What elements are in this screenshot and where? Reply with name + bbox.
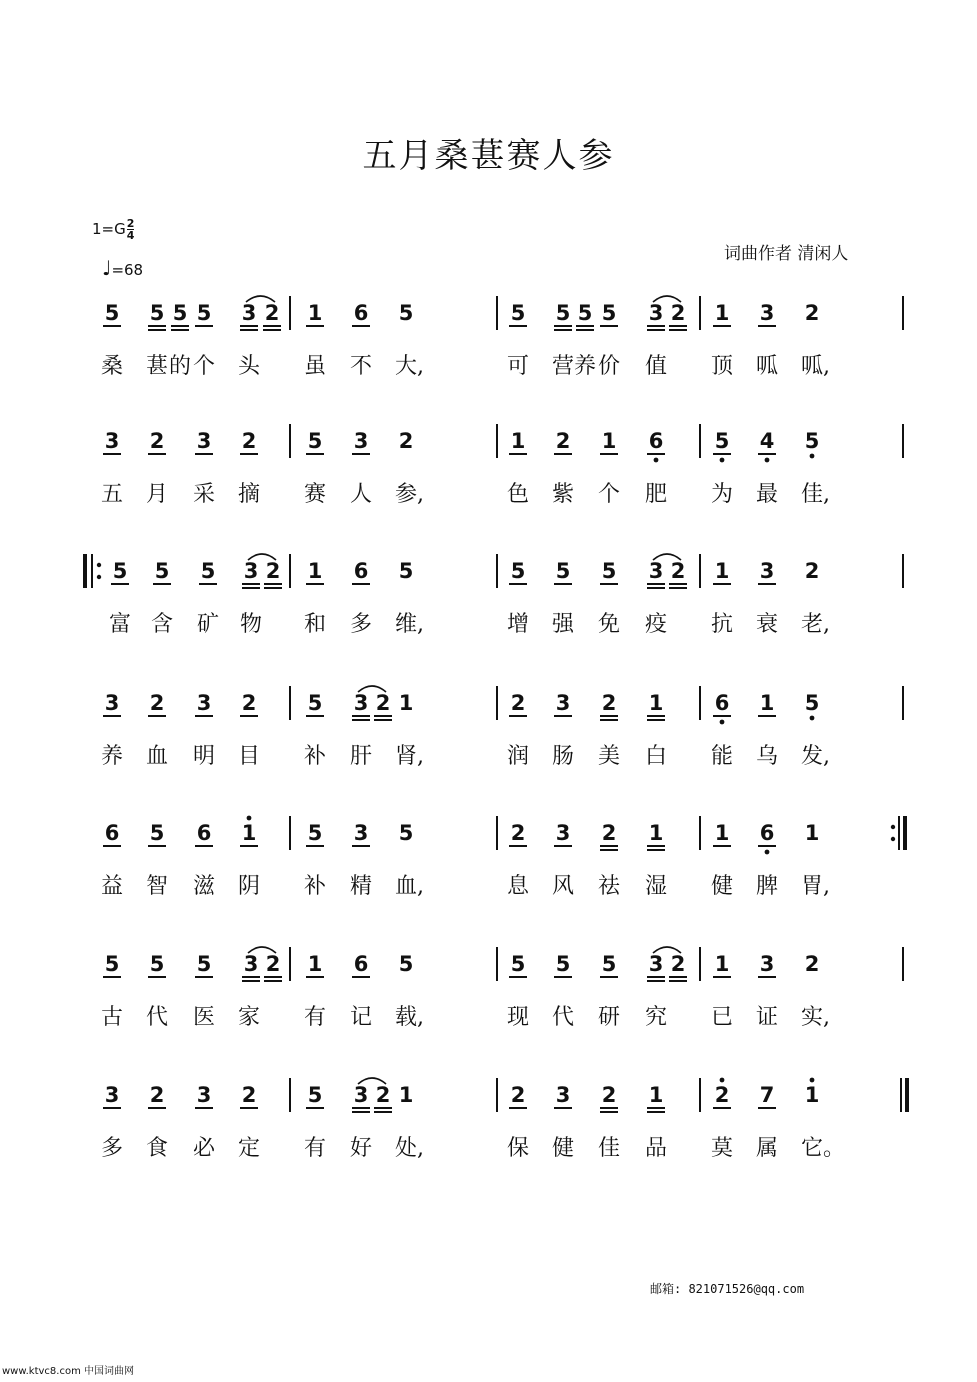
note-digit: 1 xyxy=(804,821,820,845)
note-digit: 1 xyxy=(307,952,323,976)
octave-dot-below xyxy=(810,454,815,459)
note-digit: 5 xyxy=(112,559,128,583)
note-digit: 5 xyxy=(172,301,188,325)
lyric-char: 矿 xyxy=(197,612,220,637)
lyric-char: 血, xyxy=(395,874,424,899)
lyric-char: 有 xyxy=(304,1005,327,1030)
lyric-char: 桑 xyxy=(101,354,124,379)
lyric-char: 疫 xyxy=(645,612,668,637)
note-digit: 1 xyxy=(714,559,730,583)
lyric-char: 补 xyxy=(304,874,327,899)
lyric-char: 呱 xyxy=(756,354,779,379)
lyric-char: 食 xyxy=(146,1136,169,1161)
note-digit: 5 xyxy=(149,952,165,976)
lyric-char: 古 xyxy=(101,1005,124,1030)
note-digit: 2 xyxy=(241,691,257,715)
note-digit: 1 xyxy=(759,691,775,715)
note-digit: 5 xyxy=(154,559,170,583)
note-digit: 2 xyxy=(670,301,686,325)
note-digit: 5 xyxy=(398,559,414,583)
key-text: 1=G xyxy=(92,220,126,238)
lyric-char: 实, xyxy=(801,1005,830,1030)
time-numerator: 2 xyxy=(126,217,135,230)
note-digit: 2 xyxy=(510,821,526,845)
lyric-char: 含 xyxy=(151,612,174,637)
note-digit: 2 xyxy=(149,1083,165,1107)
lyric-char: 个 xyxy=(193,354,216,379)
note-digit: 5 xyxy=(601,301,617,325)
lyric-char: 免 xyxy=(598,612,621,637)
note-digit: 3 xyxy=(104,429,120,453)
lyric-char: 多 xyxy=(101,1136,124,1161)
note-digit: 6 xyxy=(353,301,369,325)
note-digit: 2 xyxy=(510,691,526,715)
note-digit: 3 xyxy=(196,1083,212,1107)
lyric-char: 智 xyxy=(146,874,169,899)
lyric-char: 肥 xyxy=(645,482,668,507)
note-digit: 1 xyxy=(510,429,526,453)
note-digit: 3 xyxy=(648,559,664,583)
note-digit: 5 xyxy=(307,429,323,453)
lyric-char: 富 xyxy=(109,612,132,637)
lyric-char: 必 xyxy=(193,1136,216,1161)
note-digit: 1 xyxy=(804,1083,820,1107)
lyric-char: 肾, xyxy=(395,744,424,769)
note-digit: 1 xyxy=(714,821,730,845)
composer-credit: 词曲作者 清闲人 xyxy=(724,244,849,264)
note-digit: 3 xyxy=(353,1083,369,1107)
lyric-char: 滋 xyxy=(193,874,216,899)
note-digit: 3 xyxy=(196,429,212,453)
note-digit: 5 xyxy=(510,952,526,976)
note-digit: 2 xyxy=(670,559,686,583)
note-digit: 6 xyxy=(353,559,369,583)
repeat-dot xyxy=(891,825,895,829)
lyric-char: 最 xyxy=(756,482,779,507)
lyric-char: 为 xyxy=(711,482,734,507)
lyric-char: 大, xyxy=(395,354,424,379)
octave-dot-below xyxy=(765,850,770,855)
lyric-char: 肝 xyxy=(350,744,373,769)
note-digit: 5 xyxy=(555,559,571,583)
lyric-char: 乌 xyxy=(756,744,779,769)
note-digit: 7 xyxy=(759,1083,775,1107)
lyric-char: 代 xyxy=(146,1005,169,1030)
lyric-char: 呱, xyxy=(801,354,830,379)
lyric-char: 医 xyxy=(193,1005,216,1030)
lyric-char: 价 xyxy=(598,354,621,379)
note-digit: 3 xyxy=(759,952,775,976)
lyric-char: 目 xyxy=(238,744,261,769)
note-digit: 5 xyxy=(555,301,571,325)
lyric-char: 记 xyxy=(350,1005,373,1030)
octave-dot-below xyxy=(720,458,725,463)
lyric-char: 佳, xyxy=(801,482,830,507)
lyric-char: 和 xyxy=(304,612,327,637)
lyric-char: 个 xyxy=(598,482,621,507)
note-digit: 2 xyxy=(265,559,281,583)
lyric-char: 好 xyxy=(350,1136,373,1161)
lyric-char: 紫 xyxy=(552,482,575,507)
site-watermark: www.ktvc8.com 中国词曲网 xyxy=(2,1366,135,1377)
lyric-char: 葚 xyxy=(146,354,169,379)
note-digit: 3 xyxy=(759,301,775,325)
note-digit: 1 xyxy=(241,821,257,845)
note-digit: 1 xyxy=(648,1083,664,1107)
lyric-char: 研 xyxy=(598,1005,621,1030)
lyric-char: 莫 xyxy=(711,1136,734,1161)
time-denominator: 4 xyxy=(126,229,135,242)
note-digit: 5 xyxy=(577,301,593,325)
lyric-char: 究 xyxy=(645,1005,668,1030)
lyric-char: 采 xyxy=(193,482,216,507)
repeat-dot xyxy=(97,575,101,579)
note-digit: 1 xyxy=(714,301,730,325)
note-digit: 3 xyxy=(104,1083,120,1107)
note-digit: 5 xyxy=(555,952,571,976)
note-digit: 2 xyxy=(265,952,281,976)
note-digit: 5 xyxy=(398,952,414,976)
lyric-char: 白 xyxy=(645,744,668,769)
note-digit: 5 xyxy=(601,559,617,583)
lyric-char: 属 xyxy=(756,1136,779,1161)
note-digit: 5 xyxy=(601,952,617,976)
note-digit: 3 xyxy=(243,952,259,976)
lyric-char: 月 xyxy=(146,482,169,507)
lyric-char: 色 xyxy=(507,482,530,507)
note-digit: 2 xyxy=(398,429,414,453)
note-digit: 2 xyxy=(670,952,686,976)
lyric-char: 维, xyxy=(395,612,424,637)
lyric-char: 可 xyxy=(507,354,530,379)
note-digit: 5 xyxy=(149,301,165,325)
octave-dot-below xyxy=(765,458,770,463)
note-digit: 5 xyxy=(804,691,820,715)
lyric-char: 定 xyxy=(238,1136,261,1161)
lyric-char: 处, xyxy=(395,1136,424,1161)
note-digit: 2 xyxy=(375,691,391,715)
song-title: 五月桑葚赛人参 xyxy=(362,136,615,176)
lyric-char: 健 xyxy=(552,1136,575,1161)
note-digit: 3 xyxy=(555,1083,571,1107)
note-digit: 5 xyxy=(398,301,414,325)
note-digit: 5 xyxy=(200,559,216,583)
lyric-char: 现 xyxy=(507,1005,530,1030)
lyric-char: 衰 xyxy=(756,612,779,637)
lyric-char: 已 xyxy=(711,1005,734,1030)
note-digit: 2 xyxy=(149,429,165,453)
note-digit: 2 xyxy=(601,821,617,845)
note-digit: 5 xyxy=(804,429,820,453)
note-digit: 3 xyxy=(759,559,775,583)
octave-dot-above xyxy=(247,816,252,821)
note-digit: 5 xyxy=(104,952,120,976)
lyric-char: 证 xyxy=(756,1005,779,1030)
lyric-char: 人 xyxy=(350,482,373,507)
lyric-char: 肠 xyxy=(552,744,575,769)
lyric-char: 顶 xyxy=(711,354,734,379)
note-digit: 1 xyxy=(398,691,414,715)
note-digit: 6 xyxy=(714,691,730,715)
note-digit: 2 xyxy=(714,1083,730,1107)
lyric-char: 有 xyxy=(304,1136,327,1161)
note-digit: 1 xyxy=(648,821,664,845)
note-digit: 5 xyxy=(307,1083,323,1107)
octave-dot-below xyxy=(654,458,659,463)
lyric-char: 多 xyxy=(350,612,373,637)
note-digit: 3 xyxy=(353,821,369,845)
lyric-char: 头 xyxy=(238,354,261,379)
note-digit: 5 xyxy=(104,301,120,325)
note-digit: 5 xyxy=(510,301,526,325)
lyric-char: 美 xyxy=(598,744,621,769)
note-digit: 2 xyxy=(264,301,280,325)
lyric-char: 物 xyxy=(240,612,263,637)
note-digit: 1 xyxy=(398,1083,414,1107)
lyric-char: 增 xyxy=(507,612,530,637)
lyric-char: 不 xyxy=(350,354,373,379)
note-digit: 3 xyxy=(196,691,212,715)
note-digit: 2 xyxy=(601,691,617,715)
lyric-char: 保 xyxy=(507,1136,530,1161)
lyric-char: 风 xyxy=(552,874,575,899)
note-digit: 3 xyxy=(353,429,369,453)
note-digit: 1 xyxy=(648,691,664,715)
note-digit: 2 xyxy=(510,1083,526,1107)
note-digit: 2 xyxy=(149,691,165,715)
note-digit: 6 xyxy=(759,821,775,845)
lyric-char: 健 xyxy=(711,874,734,899)
note-digit: 6 xyxy=(648,429,664,453)
octave-dot-above xyxy=(810,1078,815,1083)
lyric-char: 发, xyxy=(801,744,830,769)
note-digit: 5 xyxy=(196,952,212,976)
repeat-dot xyxy=(891,837,895,841)
lyric-char: 家 xyxy=(238,1005,261,1030)
lyric-char: 虽 xyxy=(304,354,327,379)
note-digit: 1 xyxy=(601,429,617,453)
note-digit: 3 xyxy=(353,691,369,715)
note-digit: 5 xyxy=(307,691,323,715)
octave-dot-above xyxy=(720,1078,725,1083)
lyric-char: 载, xyxy=(395,1005,424,1030)
repeat-dot xyxy=(97,563,101,567)
tempo-value: =68 xyxy=(111,261,144,279)
note-digit: 3 xyxy=(243,559,259,583)
note-digit: 5 xyxy=(510,559,526,583)
lyric-char: 品 xyxy=(645,1136,668,1161)
note-digit: 3 xyxy=(648,301,664,325)
octave-dot-below xyxy=(810,716,815,721)
contact-email: 邮箱: 821071526@qq.com xyxy=(650,1282,805,1296)
note-digit: 2 xyxy=(375,1083,391,1107)
lyric-char: 养 xyxy=(101,744,124,769)
note-digit: 1 xyxy=(307,301,323,325)
note-digit: 3 xyxy=(241,301,257,325)
note-digit: 2 xyxy=(241,1083,257,1107)
note-digit: 6 xyxy=(196,821,212,845)
note-digit: 2 xyxy=(555,429,571,453)
note-digit: 5 xyxy=(149,821,165,845)
lyric-char: 益 xyxy=(101,874,124,899)
lyric-char: 祛 xyxy=(598,874,621,899)
note-digit: 5 xyxy=(714,429,730,453)
note-digit: 6 xyxy=(353,952,369,976)
lyric-char: 五 xyxy=(101,482,124,507)
note-digit: 6 xyxy=(104,821,120,845)
note-digit: 2 xyxy=(804,301,820,325)
note-digit: 4 xyxy=(759,429,775,453)
lyric-char: 能 xyxy=(711,744,734,769)
octave-dot-below xyxy=(720,720,725,725)
lyric-char: 精 xyxy=(350,874,373,899)
lyric-char: 养 xyxy=(574,354,597,379)
note-digit: 5 xyxy=(196,301,212,325)
lyric-char: 它。 xyxy=(801,1136,846,1161)
note-digit: 1 xyxy=(714,952,730,976)
note-digit: 2 xyxy=(804,559,820,583)
note-digit: 3 xyxy=(555,821,571,845)
note-digit: 2 xyxy=(804,952,820,976)
lyric-char: 血 xyxy=(146,744,169,769)
lyric-char: 赛 xyxy=(304,482,327,507)
note-digit: 1 xyxy=(307,559,323,583)
lyric-char: 值 xyxy=(645,354,668,379)
lyric-char: 明 xyxy=(193,744,216,769)
lyric-char: 抗 xyxy=(711,612,734,637)
lyric-char: 胃, xyxy=(801,874,830,899)
lyric-char: 湿 xyxy=(645,874,668,899)
lyric-char: 强 xyxy=(552,612,575,637)
note-digit: 3 xyxy=(555,691,571,715)
lyric-char: 佳 xyxy=(598,1136,621,1161)
lyric-char: 参, xyxy=(395,482,424,507)
note-digit: 2 xyxy=(601,1083,617,1107)
lyric-char: 润 xyxy=(507,744,530,769)
lyric-char: 老, xyxy=(801,612,830,637)
lyric-char: 代 xyxy=(552,1005,575,1030)
note-digit: 3 xyxy=(648,952,664,976)
lyric-char: 阴 xyxy=(238,874,261,899)
lyric-char: 营 xyxy=(552,354,575,379)
note-digit: 5 xyxy=(398,821,414,845)
quarter-note-icon: ♩ xyxy=(102,256,112,280)
note-digit: 3 xyxy=(104,691,120,715)
lyric-char: 摘 xyxy=(238,482,261,507)
lyric-char: 脾 xyxy=(756,874,779,899)
note-digit: 2 xyxy=(241,429,257,453)
lyric-char: 的 xyxy=(169,354,192,379)
lyric-char: 补 xyxy=(304,744,327,769)
note-digit: 5 xyxy=(307,821,323,845)
lyric-char: 息 xyxy=(507,874,530,899)
